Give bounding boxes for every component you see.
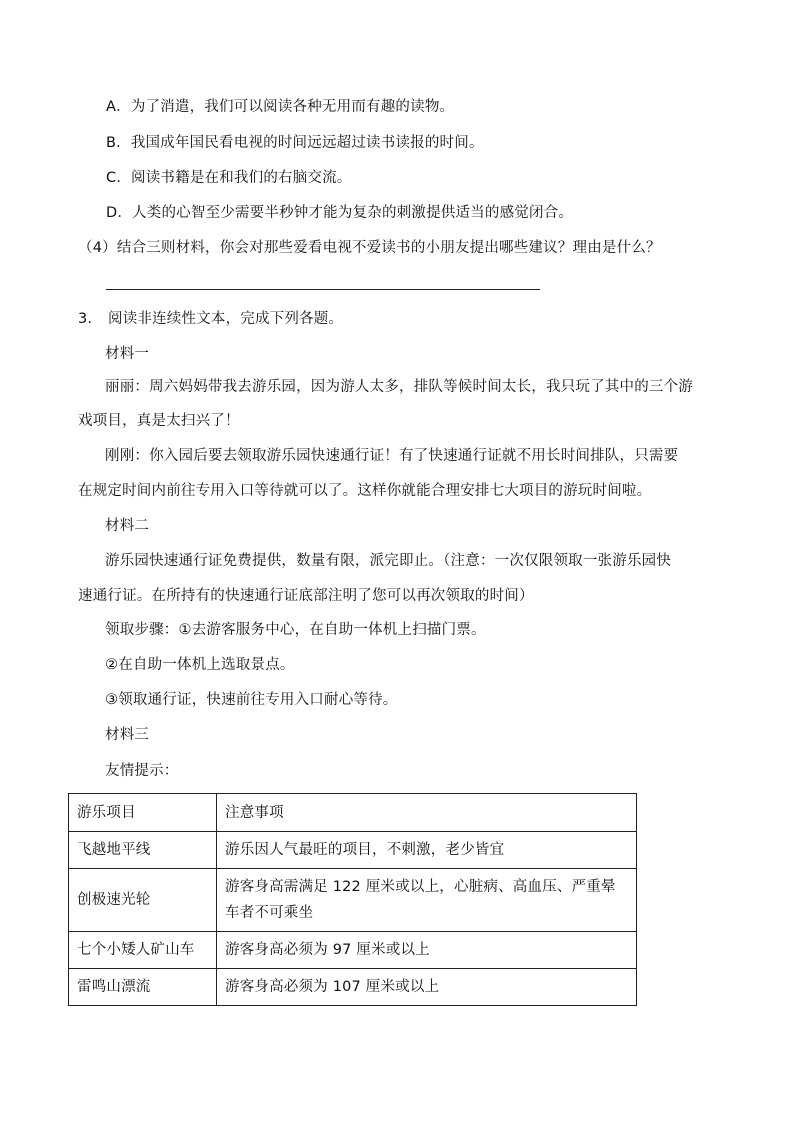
table-cell: 雷鸣山漂流 (69, 969, 217, 1006)
option-c: C．阅读书籍是在和我们的右脑交流。 (106, 170, 352, 186)
table-cell: 游客身高必须为 107 厘米或以上 (217, 969, 637, 1006)
step-3: ③领取通行证，快速前往专用入口耐心等待。 (105, 692, 398, 708)
question-4: （4）结合三则材料，你会对那些爱看电视不爱读书的小朋友提出哪些建议？理由是什么？ (78, 240, 661, 256)
option-d: D．人类的心智至少需要半秒钟才能为复杂的刺激提供适当的感觉闭合。 (106, 205, 574, 221)
table-cell: 游客身高必须为 97 厘米或以上 (217, 932, 637, 969)
table-row (69, 869, 637, 932)
table-cell: 七个小矮人矿山车 (69, 932, 217, 969)
gang-line-2: 在规定时间内前往专用入口等待就可以了。这样你就能合理安排七大项目的游玩时间啦。 (78, 483, 652, 499)
tips-title: 友情提示： (105, 763, 179, 779)
material-2-line-1: 游乐园快速通行证免费提供，数量有限，派完即止。（注意：一次仅限领取一张游乐园快 (105, 553, 672, 569)
table-row (69, 969, 637, 1006)
table-cell: 游客身高需满足 122 厘米或以上，心脏病、高血压、严重晕车者不可乘坐 (217, 869, 637, 932)
step-1: 领取步骤：①去游客服务中心，在自助一体机上扫描门票。 (105, 622, 486, 638)
material-3-title: 材料三 (105, 727, 150, 743)
lili-line-2: 戏项目，真是太扫兴了！ (78, 413, 240, 429)
lili-line-1: 丽丽：周六妈妈带我去游乐园，因为游人太多，排队等候时间太长，我只玩了其中的三个游 (105, 379, 693, 395)
option-b: B．我国成年国民看电视的时间远远超过读书读报的时间。 (106, 135, 484, 151)
answer-blank-line[interactable] (106, 289, 540, 290)
option-a: A．为了消遣，我们可以阅读各种无用而有趣的读物。 (106, 99, 455, 115)
gang-line-1: 刚刚：你入园后要去领取游乐园快速通行证！有了快速通行证就不用长时间排队，只需要 (105, 448, 679, 464)
material-2-title: 材料二 (105, 518, 150, 534)
table-header-cell: 注意事项 (217, 794, 637, 832)
table-cell: 游乐因人气最旺的项目，不刺激，老少皆宜 (217, 832, 637, 869)
question-3-prompt: 阅读非连续性文本，完成下列各题。 (108, 311, 344, 327)
question-3-number: 3. (78, 311, 93, 327)
table-header-row (69, 794, 637, 832)
table-row (69, 832, 637, 869)
attractions-table (68, 793, 637, 1006)
table-cell: 创极速光轮 (69, 869, 217, 932)
step-2: ②在自助一体机上选取景点。 (105, 657, 295, 673)
table-row (69, 932, 637, 969)
table-header-cell: 游乐项目 (69, 794, 217, 832)
table-cell: 飞越地平线 (69, 832, 217, 869)
material-1-title: 材料一 (105, 346, 150, 362)
material-2-line-2: 速通行证。在所持有的快速通行证底部注明了您可以再次领取的时间） (78, 588, 534, 604)
